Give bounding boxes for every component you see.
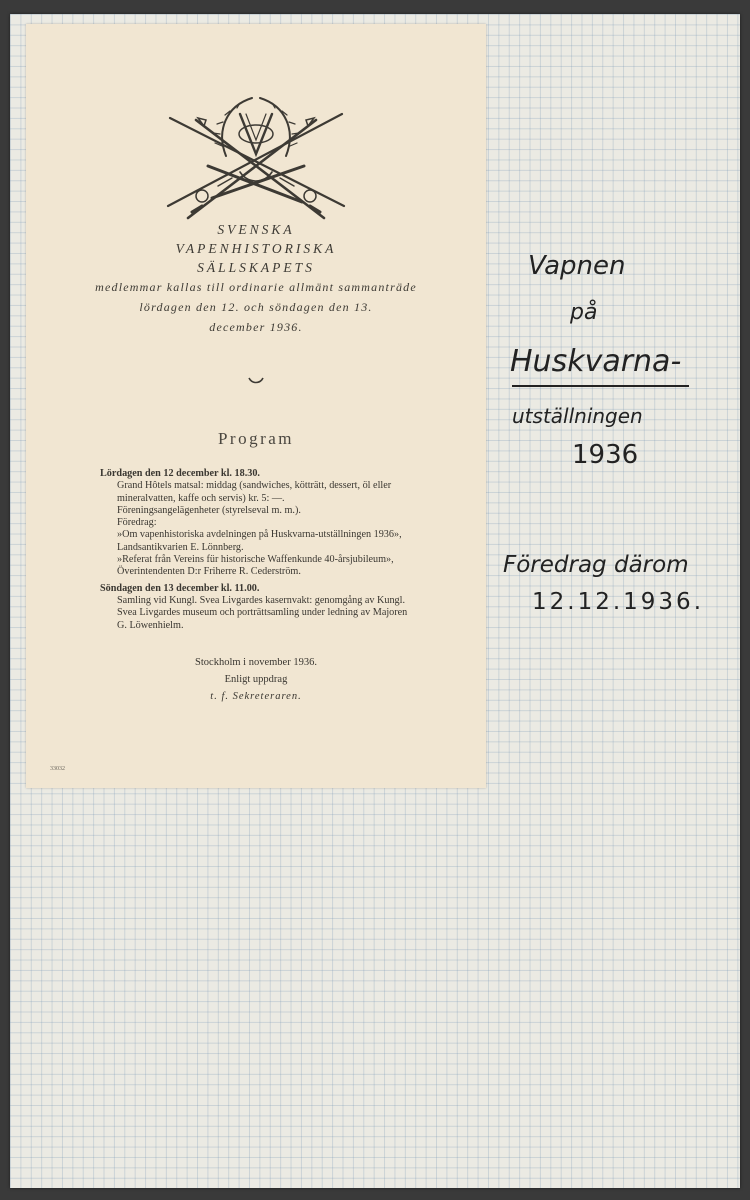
invite-line-2: lördagen den 12. och söndagen den 13. [139,300,373,314]
saturday-item: Grand Hôtels matsal: middag (sandwiches, kötträtt, dessert, öl eller [117,480,392,492]
signature-line: t. f. Sekreteraren. [210,691,302,702]
handwritten-line-1: Vapnen [528,251,626,281]
saturday-item: Föredrag: [117,517,157,529]
handwritten-underline [512,385,689,387]
invite-line-1: medlemmar kallas till ordinarie allmänt sammanträde [95,280,417,294]
saturday-item: mineralvatten, kaffe och servis) kr. 5: —. [117,492,285,504]
crossed-weapons-wreath-monogram-icon [156,86,356,232]
invitation-card [26,24,486,788]
society-name-line-3: SÄLLSKAPETS [197,260,315,275]
handwritten-line-5: 1936 [572,440,639,470]
handwritten-line-7: 12.12.1936. [532,589,704,615]
grid-paper-sheet [10,14,740,1188]
invite-line-3: december 1936. [209,320,303,334]
handwritten-line-3: Huskvarna- [510,344,682,379]
society-name-line-1: SVENSKA [217,222,295,237]
program-title: Program [217,429,295,448]
saturday-item: »Om vapenhistoriska avdelningen på Huskvarna-utställningen 1936», [117,529,402,541]
sunday-item: Svea Livgardes museum och porträttsamling under ledning av Majoren [117,607,408,619]
handwritten-line-2: på [570,300,598,325]
handwritten-line-6: Föredrag därom [503,552,689,578]
invitation-header [26,220,486,337]
society-name-line-2: VAPENHISTORISKA [175,241,337,256]
handwritten-line-4: utställningen [512,404,643,428]
mandate-line: Enligt uppdrag [224,674,288,685]
sunday-heading: Söndagen den 13 december kl. 11.00. [100,582,260,594]
invitation-closing [26,654,486,705]
saturday-item: Överintendenten D:r Friherre R. Cederström. [117,566,301,578]
program-list [100,468,430,632]
swash-ornament-icon [248,376,264,384]
sunday-item: G. Löwenhielm. [117,619,184,631]
print-number: 33032 [50,766,65,772]
saturday-item: Landsantikvarien E. Lönnberg. [117,541,244,553]
saturday-heading: Lördagen den 12 december kl. 18.30. [100,468,260,479]
saturday-item: Föreningsangelägenheter (styrelseval m. m.). [117,504,301,516]
saturday-item: »Referat från Vereins für historische Waffenkunde 40-årsjubileum», [117,554,394,566]
sunday-item: Samling vid Kungl. Svea Livgardes kasernvakt: genomgång av Kungl. [117,594,406,606]
place-date: Stockholm i november 1936. [195,657,317,668]
